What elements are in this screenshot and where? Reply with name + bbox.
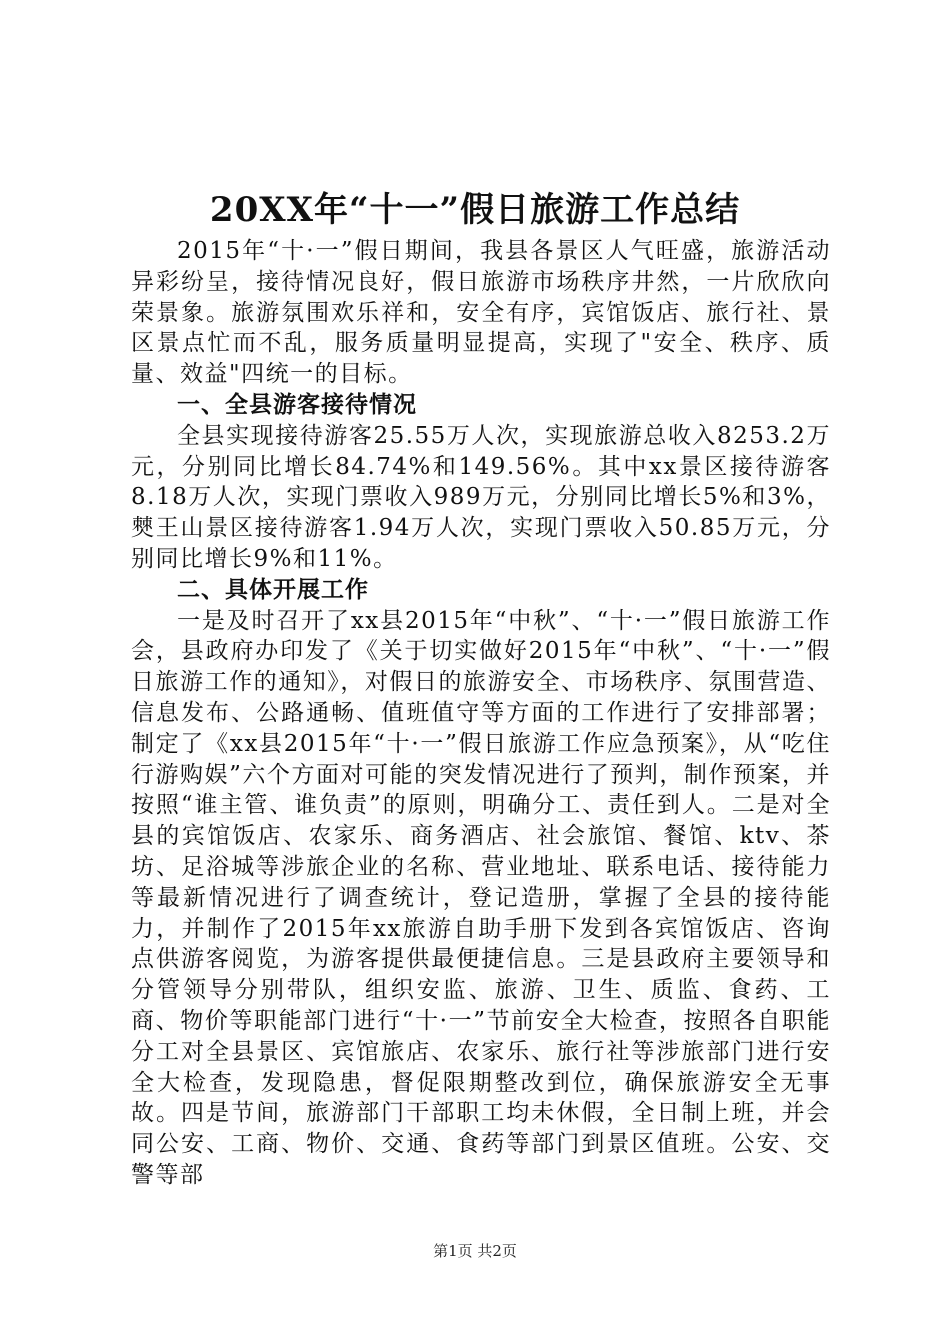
section-paragraph-visitor-reception: 全县实现接待游客25.55万人次，实现旅游总收入8253.2万元，分别同比增长84.74%和149.56%。其中xx景区接待游客8.18万人次，实现门票收入989万元，分别同比增长5%和3%，僰王山景区接待游客1.94万人次，实现门票收入50.85万元，分别同比增长9%和11%。 [131, 422, 831, 572]
section-paragraph-specific-work: 一是及时召开了xx县2015年“中秋”、“十·一”假日旅游工作会，县政府办印发了《关于切实做好2015年“中秋”、“十·一”假日旅游工作的通知》，对假日的旅游安全、市场秩序、氛围营造、信息发布、公路通畅、值班值守等方面的工作进行了安排部署；制定了《xx县2015年“十·一”假日旅游工作应急预案》，从“吃住行游购娱”六个方面对可能的突发情况进行了预判，制作预案，并按照“谁主管、谁负责”的原则，明确分工、责任到人。二是对全县的宾馆饭店、农家乐、商务酒店、社会旅馆、餐馆、ktv、茶坊、足浴城等涉旅企业的名称、营业地址、联系电话、接待能力等最新情况进行了调查统计，登记造册，掌握了全县的接待能力，并制作了2015年xx旅游自助手册下发到各宾馆饭店、咨询点供游客阅览，为游客提供最便捷信息。三是县政府主要领导和分管领导分别带队，组织安监、旅游、卫生、质监、食药、工商、物价等职能部门进行“十·一”节前安全大检查，按照各自职能分工对全县景区、宾馆旅店、农家乐、旅行社等涉旅部门进行安全大检查，发现隐患，督促限期整改到位，确保旅游安全无事故。四是节间，旅游部门干部职工均未休假，全日制上班，并会同公安、工商、物价、交通、食药等部门到景区值班。公安、交警等部 [131, 607, 831, 1188]
section-heading-visitor-reception: 一、全县游客接待情况 [177, 391, 417, 418]
section-heading-specific-work: 二、具体开展工作 [177, 576, 369, 603]
document-title: 20XX年“十一”假日旅游工作总结 [209, 190, 741, 230]
document-body [131, 236, 831, 1191]
intro-paragraph: 2015年“十·一”假日期间，我县各景区人气旺盛，旅游活动异彩纷呈，接待情况良好，假日旅游市场秩序井然，一片欣欣向荣景象。旅游氛围欢乐祥和，安全有序，宾馆饭店、旅行社、景区景点忙而不乱，服务质量明显提高，实现了"安全、秩序、质量、效益"四统一的目标。 [131, 238, 831, 388]
page-number-footer: 第1页 共2页 [433, 1242, 517, 1260]
